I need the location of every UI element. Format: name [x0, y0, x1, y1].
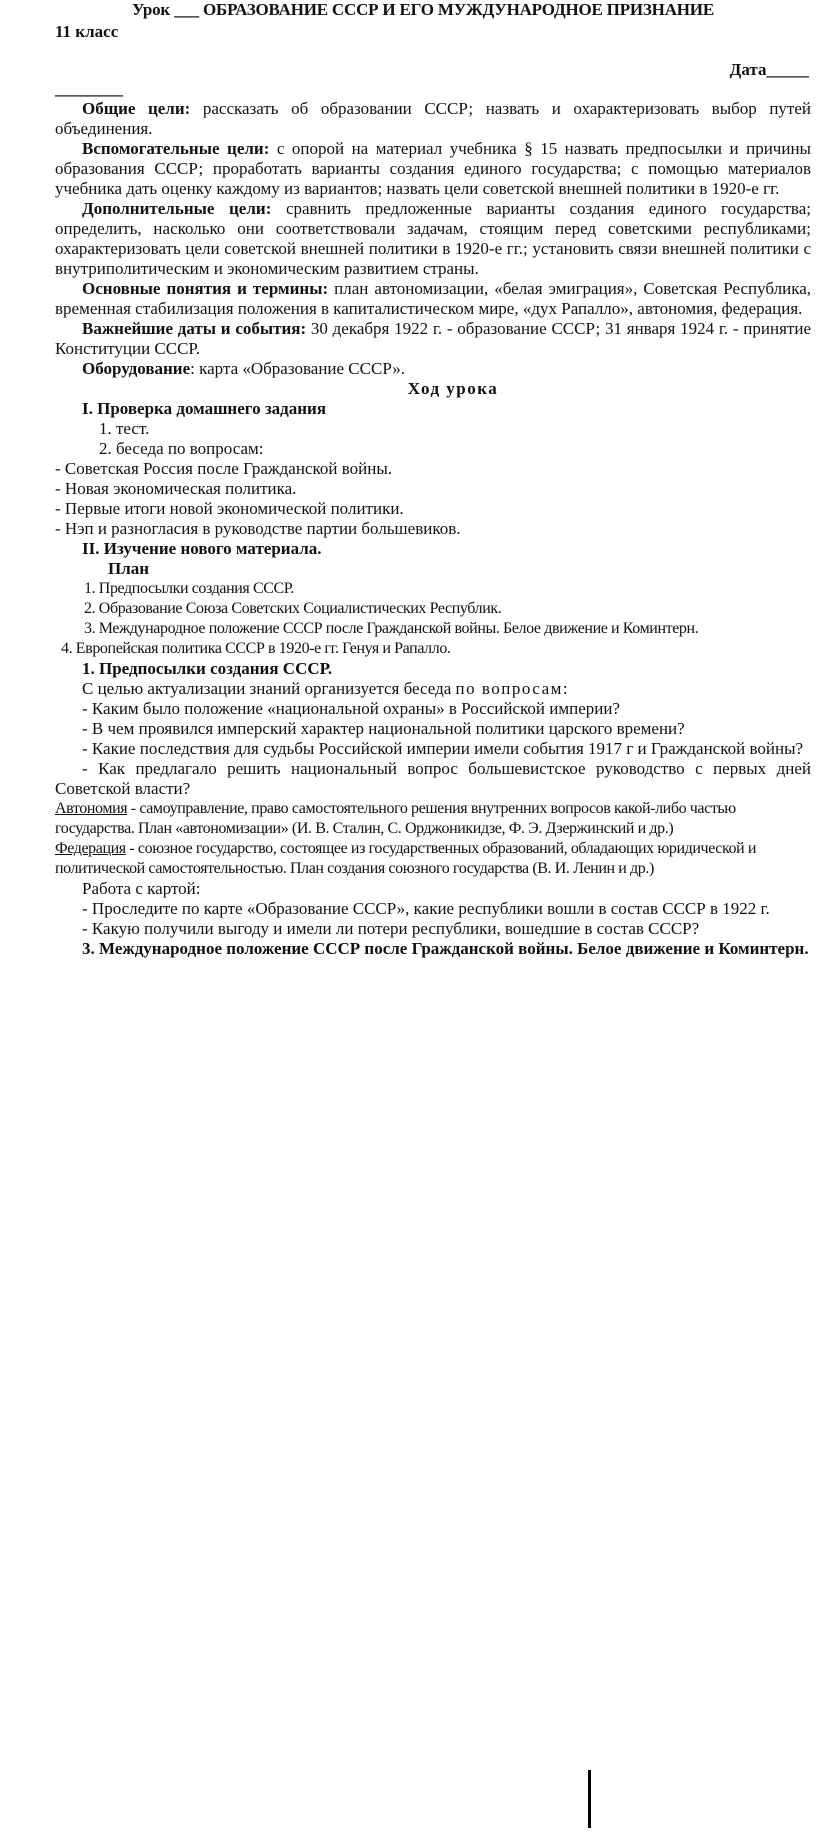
aux-goals-label: Вспомогательные цели: — [82, 139, 270, 158]
key-dates-text: 30 декабря 1922 г. - образование СССР; 31 января 1924 г. - принятие Конституции СССР. — [55, 319, 811, 358]
map-question: - Какую получили выгоду и имели ли потери республики, вошедшие в состав СССР? — [82, 919, 700, 938]
discussion-question: - В чем проявился имперский характер национальной политики царского времени? — [82, 719, 685, 738]
extra-goals — [55, 199, 811, 279]
course-title: Ход урока — [407, 379, 499, 398]
general-goals-label: Общие цели: — [82, 99, 191, 118]
class-label: 11 класс — [55, 22, 119, 41]
key-dates-label: Важнейшие даты и события: — [82, 319, 307, 338]
plan-item: 2. Образование Союза Советских Социалистических Республик. — [84, 600, 502, 617]
homework-question: - Советская Россия после Гражданской войны. — [55, 459, 392, 478]
autonomy-term: Автономия — [55, 800, 128, 817]
key-terms-text: план автономизации, «белая эмиграция», Советская Республика, временная стабилизация положения в капиталистическом мире, «дух Рапалло», автономия, федерация. — [55, 279, 811, 318]
autonomy-definition: Автономия - самоуправление, право самостоятельного решения внутренних вопросов какой-либо частью государства. План «автономизации» (И. В. Сталин, С. Орджоникидзе, Ф. Э. Дзержинский и др.) — [55, 800, 736, 837]
date-field: Дата_____ — [729, 60, 809, 79]
federation-definition: Федерация - союзное государство, состоящее из государственных образований, обладающих юридической и политической самостоятельностью. План создания союзного государства (В. И. Ленин и др.) — [55, 840, 757, 877]
equipment-text: : карта «Образование СССР». — [190, 359, 405, 378]
discussion-question: - Как предлагало решить национальный вопрос большевистское руководство с первых дней Советской власти? — [55, 759, 811, 798]
section1-item: 2. беседа по вопросам: — [99, 439, 264, 458]
equipment-label: Оборудование — [82, 359, 191, 378]
key-terms — [55, 279, 811, 319]
aux-goals — [55, 139, 811, 199]
aux-goals-text: с опорой на материал учебника § 15 назвать предпосылки и причины образования СССР; проработать варианты создания единого государства; с помощью материалов учебника дать оценку каждому из вариантов; назвать цели советской внешней политики в 1920-е гг. — [55, 139, 811, 198]
plan-label: План — [108, 559, 150, 578]
federation-term: Федерация — [55, 840, 126, 857]
section1-title: I. Проверка домашнего задания — [82, 399, 327, 418]
plan-item: 3. Международное положение СССР после Гражданской войны. Белое движение и Коминтерн. — [84, 620, 699, 637]
part1-title: 1. Предпосылки создания СССР. — [82, 659, 333, 678]
homework-question: - Первые итоги новой экономической политики. — [55, 499, 404, 518]
extra-goals-label: Дополнительные цели: — [82, 199, 272, 218]
key-terms-label: Основные понятия и термины: — [82, 279, 329, 298]
document-page — [55, 0, 811, 959]
key-dates — [55, 319, 811, 359]
lesson-title: Урок ___ ОБРАЗОВАНИЕ СССР И ЕГО МУЖДУНАРОДНОЕ ПРИЗНАНИЕ — [132, 0, 714, 19]
homework-question: - Новая экономическая политика. — [55, 479, 297, 498]
discussion-question: - Какие последствия для судьбы Российской империи имели события 1917 г и Гражданской войны? — [82, 739, 804, 758]
plan-item: 4. Европейская политика СССР в 1920-е гг. Генуя и Рапалло. — [61, 640, 451, 657]
extra-goals-text: сравнить предложенные варианты создания единого государства; определить, насколько они соответствовали задачам, стоящим перед советскими республиками; охарактеризовать цели советской внешней политики в 1920-е гг.; установить связи внешней политики с внутриполитическим и экономическим развитием страны. — [55, 199, 812, 278]
plan-item: 1. Предпосылки создания СССР. — [84, 580, 294, 597]
map-question: - Проследите по карте «Образование СССР», какие республики вошли в состав СССР в 1922 г. — [82, 899, 770, 918]
part1-intro: С целью актуализации знаний организуется беседа по вопросам: — [82, 679, 570, 698]
homework-question: - Нэп и разногласия в руководстве партии большевиков. — [55, 519, 461, 538]
general-goals-text: рассказать об образовании СССР; назвать и охарактеризовать выбор путей объединения. — [55, 99, 812, 138]
section1-item: 1. тест. — [99, 419, 150, 438]
part3-title: 3. Международное положение СССР после Гражданской войны. Белое движение и Коминтерн. — [82, 939, 809, 958]
map-work-label: Работа с картой: — [82, 879, 201, 898]
vertical-bar-mark — [588, 1770, 591, 1828]
discussion-question: - Каким было положение «национальной охраны» в Российской империи? — [82, 699, 620, 718]
general-goals — [55, 99, 811, 139]
section2-title: II. Изучение нового материала. — [82, 539, 322, 558]
date-underline: ________ — [55, 79, 123, 98]
equipment — [55, 359, 811, 379]
